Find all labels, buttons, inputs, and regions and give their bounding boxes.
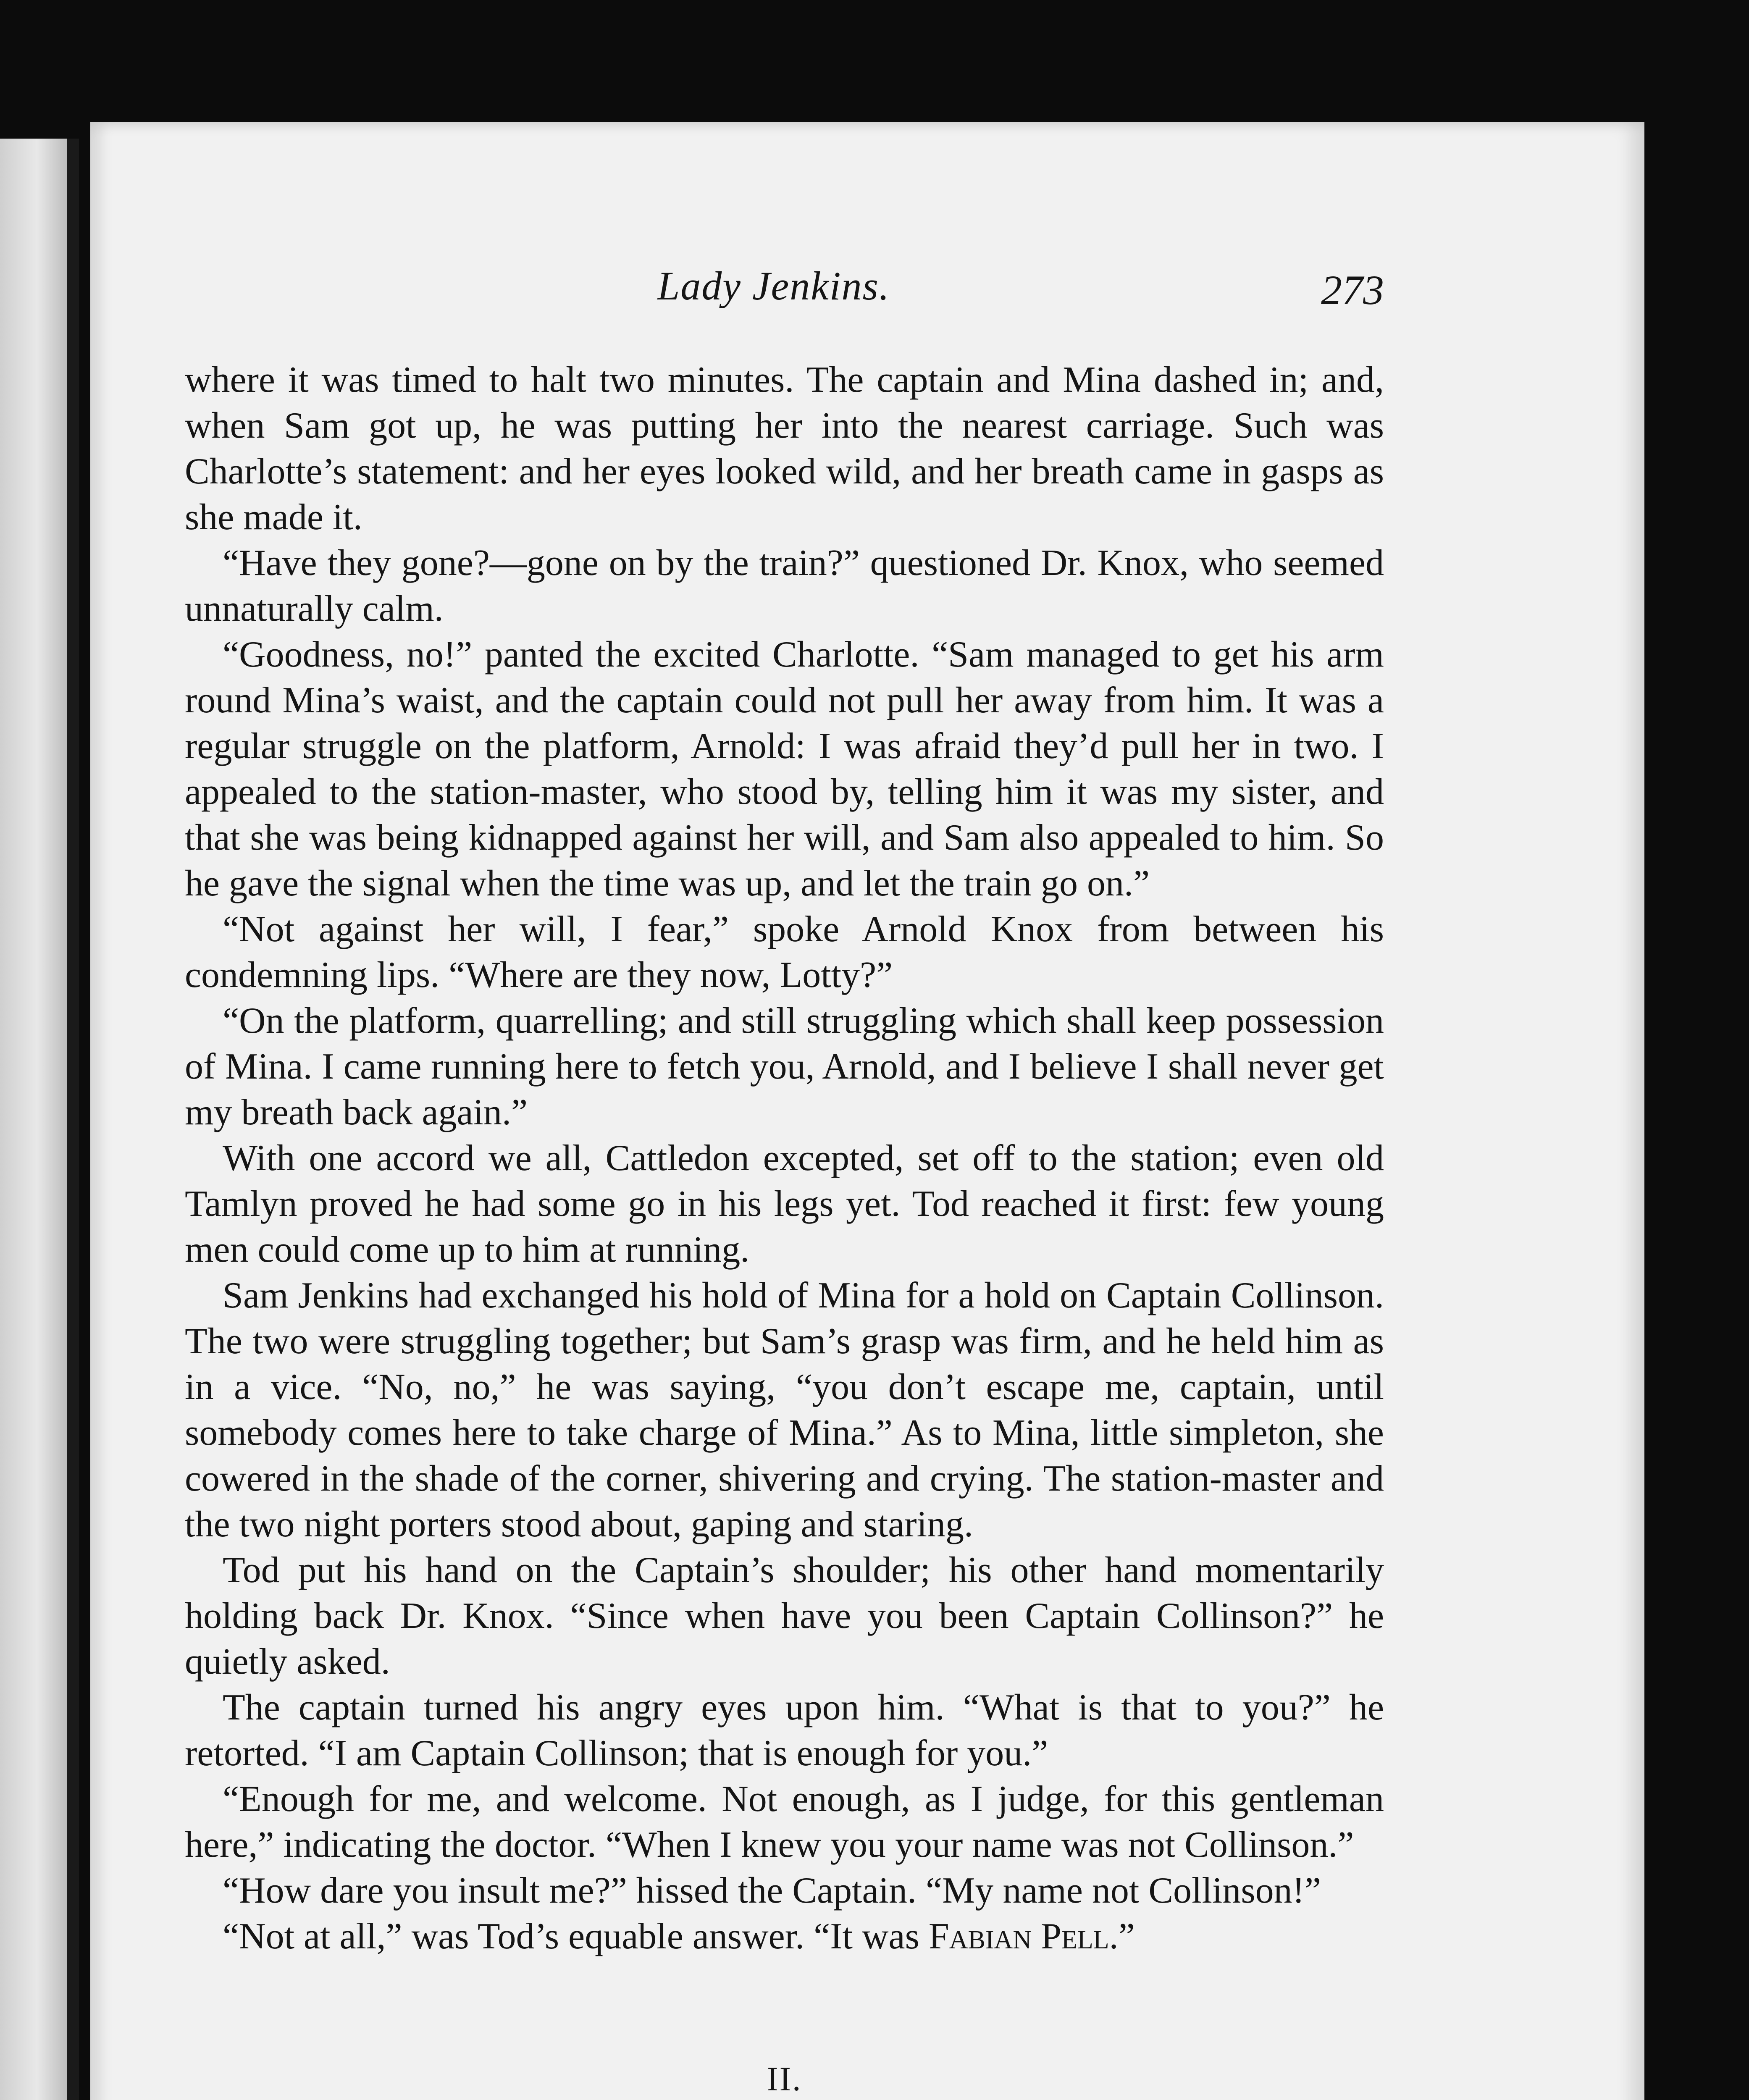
paragraph: “Goodness, no!” panted the excited Charlotte. “Sam managed to get his arm round Mina’s waist, and the captain could not pull her away from him. It was a regular struggle on the platform, Arnold: I was afraid they’d pull her in two. I appealed to the station-master, who stood by, telling him it was my sister, and that she was being kidnapped against her will, and Sam also appealed to him. So he gave the signal when the time was up, and let the train go on.” bbox=[185, 634, 1384, 904]
small-caps-name: Fabian Pell bbox=[928, 1916, 1109, 1957]
paragraph: where it was timed to halt two minutes. The captain and Mina dashed in; and, when Sam got up, he was putting her into the nearest carriage. Such was Charlotte’s statement: and her eyes looked wild, and her breath came in gasps as she made it. bbox=[185, 360, 1384, 538]
paragraph: With one accord we all, Cattledon excepted, set off to the station; even old Tamlyn proved he had some go in his legs yet. Tod reached it first: few young men could come up to him at running. bbox=[185, 1138, 1384, 1270]
paragraph: “How dare you insult me?” hissed the Captain. “My name not Collinson!” bbox=[223, 1870, 1321, 1911]
book-page bbox=[90, 122, 1644, 2100]
running-title: Lady Jenkins. bbox=[657, 263, 890, 308]
paragraph: “Have they gone?—gone on by the train?” questioned Dr. Knox, who seemed unnaturally calm. bbox=[185, 543, 1384, 629]
paragraph: “Not against her will, I fear,” spoke Arnold Knox from between his condemning lips. “Where are they now, Lotty?” bbox=[185, 909, 1384, 995]
running-head bbox=[90, 262, 1644, 313]
page-number: 273 bbox=[1321, 267, 1384, 313]
paragraph bbox=[185, 1914, 1384, 1959]
paragraph: “Enough for me, and welcome. Not enough, as I judge, for this gentleman here,” indicating the doctor. “When I knew you your name was not Collinson.” bbox=[185, 1779, 1384, 1865]
paragraph: Sam Jenkins had exchanged his hold of Mina for a hold on Captain Collinson. The two were struggling together; but Sam’s grasp was firm, and he held him as in a vice. “No, no,” he was saying, “you don’t escape me, captain, until somebody comes here to take charge of Mina.” As to Mina, little simpleton, she cowered in the shade of the corner, shivering and crying. The station-master and the two night porters stood about, gaping and staring. bbox=[185, 1275, 1384, 1545]
paragraph: Tod put his hand on the Captain’s shoulder; his other hand momentarily holding back Dr. Knox. “Since when have you been Captain Collinson?” he quietly asked. bbox=[185, 1550, 1384, 1682]
paragraph-lead: “Not at all,” was Tod’s equable answer. “It was bbox=[223, 1916, 929, 1957]
paragraph-tail: .” bbox=[1109, 1916, 1135, 1957]
paragraph: The captain turned his angry eyes upon him. “What is that to you?” he retorted. “I am Captain Collinson; that is enough for you.” bbox=[185, 1687, 1384, 1774]
section-heading: II. bbox=[767, 2060, 802, 2098]
paragraph: “On the platform, quarrelling; and still struggling which shall keep possession of Mina. I came running here to fetch you, Arnold, and I believe I shall never get my breath back again.” bbox=[185, 1000, 1384, 1133]
body-text bbox=[185, 357, 1384, 2100]
adjacent-page-edge bbox=[0, 139, 79, 2100]
